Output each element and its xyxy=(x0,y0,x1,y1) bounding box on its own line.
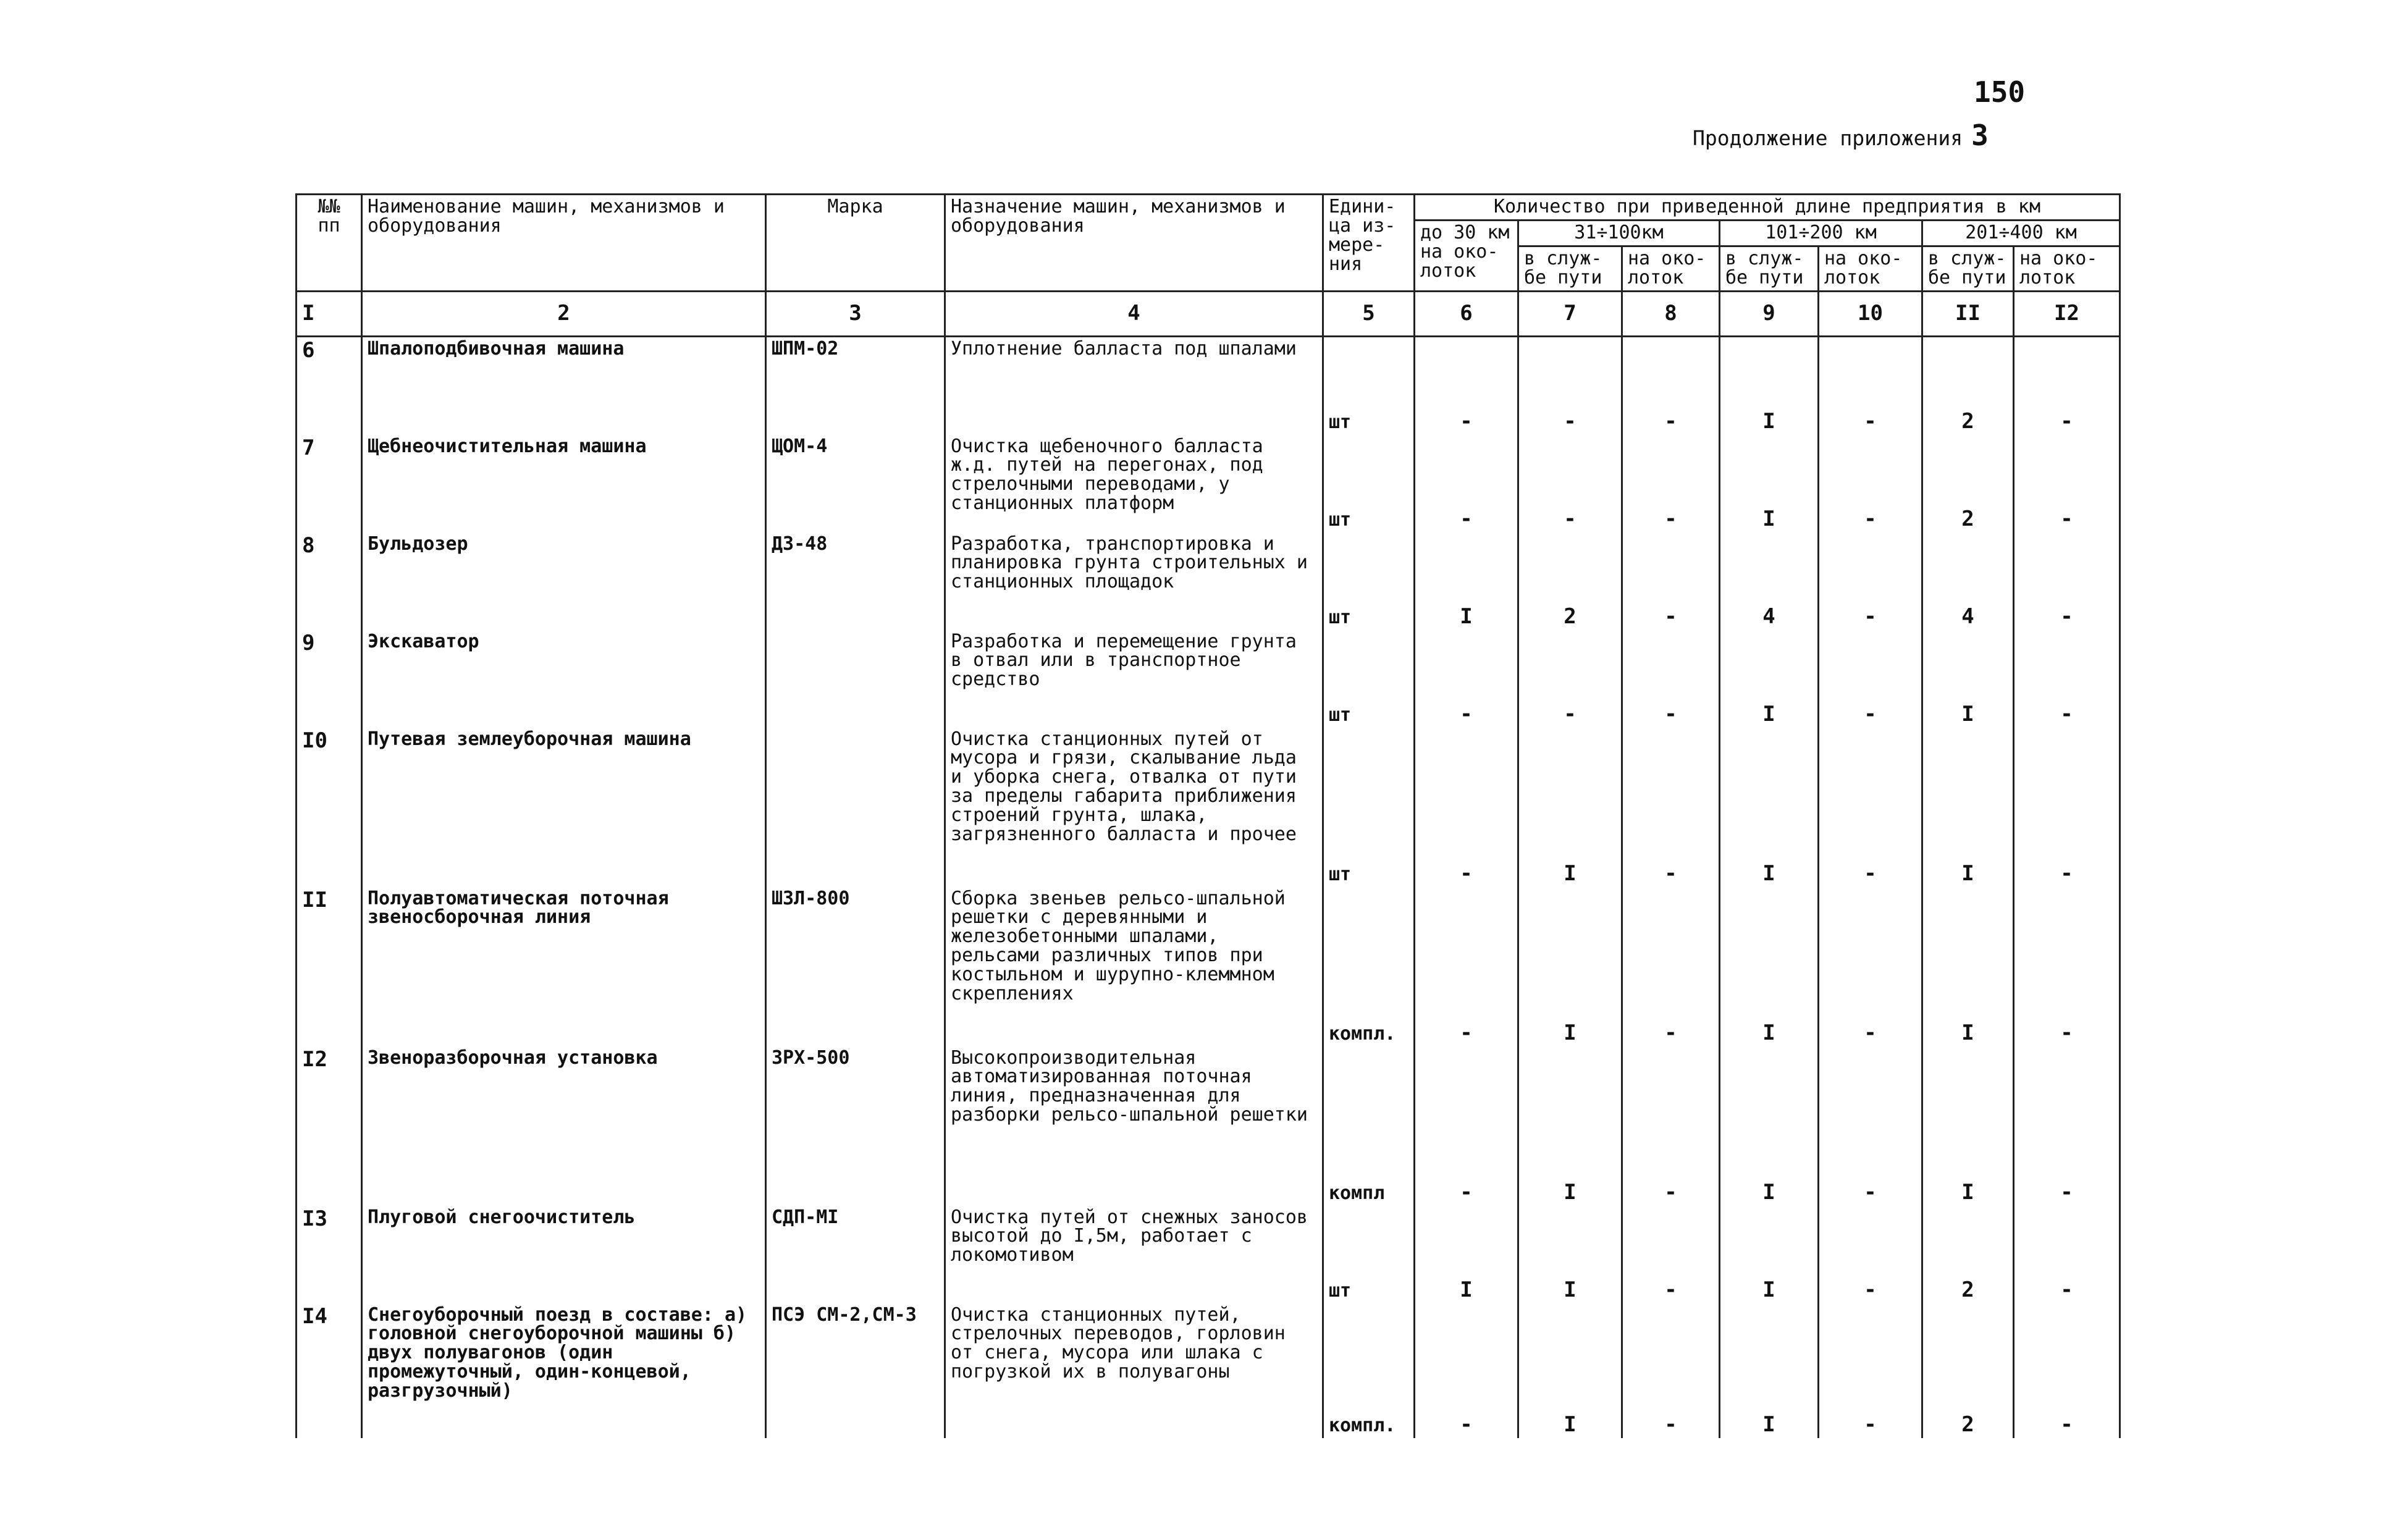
row-number: 9 xyxy=(297,630,362,728)
quantity-cell: - xyxy=(1622,630,1720,728)
row-number: I0 xyxy=(297,728,362,887)
table-row xyxy=(297,336,2120,435)
equipment-purpose: Очистка путей от снежных заносов высотой до I,5м, работает с локомотивом xyxy=(945,1206,1323,1303)
equipment-table xyxy=(295,193,2121,1438)
header-name: Наименование машин, механизмов и оборудования xyxy=(362,195,766,292)
col-number: 3 xyxy=(766,291,945,336)
equipment-purpose: Очистка щебеночного балласта ж.д. путей на перегонах, под стрелочными переводами, у станционных платформ xyxy=(945,435,1323,532)
equipment-mark xyxy=(766,630,945,728)
quantity-cell: - xyxy=(1622,435,1720,532)
quantity-cell: - xyxy=(2014,887,2120,1046)
col-number: 7 xyxy=(1518,291,1622,336)
equipment-name: Звеноразборочная установка xyxy=(362,1046,766,1206)
header-range-3-service: в служ-бе пути xyxy=(1720,246,1819,291)
col-number: 9 xyxy=(1720,291,1819,336)
header-range-4-okolotok: на око-лоток xyxy=(2014,246,2120,291)
quantity-cell: - xyxy=(1415,1046,1518,1206)
quantity-cell: - xyxy=(1622,1046,1720,1206)
row-number: I2 xyxy=(297,1046,362,1206)
equipment-name: Шпалоподбивочная машина xyxy=(362,336,766,435)
equipment-unit: компл. xyxy=(1323,887,1415,1046)
col-number: 10 xyxy=(1819,291,1922,336)
equipment-mark: ДЗ-48 xyxy=(766,532,945,630)
equipment-purpose: Разработка и перемещение грунта в отвал или в транспортное средство xyxy=(945,630,1323,728)
equipment-mark: ШПМ-02 xyxy=(766,336,945,435)
equipment-name: Экскаватор xyxy=(362,630,766,728)
table-row xyxy=(297,1046,2120,1206)
equipment-mark xyxy=(766,728,945,887)
equipment-unit: компл. xyxy=(1323,1303,1415,1438)
equipment-unit: компл xyxy=(1323,1046,1415,1206)
quantity-cell: - xyxy=(1819,336,1922,435)
equipment-name: Плуговой снегоочиститель xyxy=(362,1206,766,1303)
quantity-cell: I xyxy=(1518,1206,1622,1303)
col-number: 4 xyxy=(945,291,1323,336)
row-number: 7 xyxy=(297,435,362,532)
table-row xyxy=(297,728,2120,887)
row-number: I4 xyxy=(297,1303,362,1438)
col-number: 6 xyxy=(1415,291,1518,336)
quantity-cell: I xyxy=(1922,1046,2014,1206)
header-range-4: 201÷400 км xyxy=(1922,220,2120,246)
quantity-cell: I xyxy=(1720,1303,1819,1438)
equipment-purpose: Очистка станционных путей, стрелочных переводов, горловин от снега, мусора или шлака с погрузкой их в полувагоны xyxy=(945,1303,1323,1438)
table-row xyxy=(297,1206,2120,1303)
table-body xyxy=(297,336,2120,1438)
quantity-cell: - xyxy=(1622,887,1720,1046)
quantity-cell: - xyxy=(1518,630,1622,728)
header-purpose: Назначение машин, механизмов и оборудования xyxy=(945,195,1323,292)
equipment-purpose: Сборка звеньев рельсо-шпальной решетки с деревянными и железобетонными шпалами, рельсами различных типов при костыльном и шурупно-клеммном скреплениях xyxy=(945,887,1323,1046)
quantity-cell: - xyxy=(1518,435,1622,532)
quantity-cell: - xyxy=(1819,1206,1922,1303)
quantity-cell: 2 xyxy=(1518,532,1622,630)
quantity-cell: I xyxy=(1720,728,1819,887)
equipment-purpose: Высокопроизводительная автоматизированная поточная линия, предназначенная для разборки рельсо-шпальной решетки xyxy=(945,1046,1323,1206)
quantity-cell: - xyxy=(1622,532,1720,630)
quantity-cell: I xyxy=(1518,1046,1622,1206)
quantity-cell: - xyxy=(1415,435,1518,532)
header-range-1: до 30 км на око-лоток xyxy=(1415,220,1518,291)
quantity-cell: - xyxy=(1622,336,1720,435)
col-number: 5 xyxy=(1323,291,1415,336)
quantity-cell: - xyxy=(1622,728,1720,887)
col-number: 2 xyxy=(362,291,766,336)
equipment-unit: шт xyxy=(1323,532,1415,630)
equipment-unit: шт xyxy=(1323,728,1415,887)
quantity-cell: - xyxy=(1415,728,1518,887)
equipment-unit: шт xyxy=(1323,630,1415,728)
equipment-name: Полуавтоматическая поточная звеносборочная линия xyxy=(362,887,766,1046)
quantity-cell: - xyxy=(1819,435,1922,532)
row-number: I3 xyxy=(297,1206,362,1303)
header-quantity: Количество при приведенной длине предприятия в км xyxy=(1415,195,2120,221)
table-header xyxy=(297,195,2120,292)
quantity-cell: I xyxy=(1720,1046,1819,1206)
quantity-cell: I xyxy=(1518,728,1622,887)
table-row xyxy=(297,1303,2120,1438)
quantity-cell: - xyxy=(1518,336,1622,435)
quantity-cell: 2 xyxy=(1922,1303,2014,1438)
header-mark: Марка xyxy=(766,195,945,292)
quantity-cell: 2 xyxy=(1922,435,2014,532)
col-number: II xyxy=(1922,291,2014,336)
quantity-cell: - xyxy=(1622,1303,1720,1438)
quantity-cell: I xyxy=(1922,630,2014,728)
quantity-cell: - xyxy=(1819,728,1922,887)
quantity-cell: - xyxy=(1415,336,1518,435)
quantity-cell: I xyxy=(1415,532,1518,630)
quantity-cell: I xyxy=(1720,887,1819,1046)
quantity-cell: - xyxy=(2014,630,2120,728)
quantity-cell: - xyxy=(1819,532,1922,630)
continuation-text: Продолжение приложения xyxy=(1693,126,1963,150)
quantity-cell: I xyxy=(1922,728,2014,887)
equipment-mark: ПСЭ СМ-2,СМ-3 xyxy=(766,1303,945,1438)
header-range-2-service: в служ-бе пути xyxy=(1518,246,1622,291)
quantity-cell: - xyxy=(2014,336,2120,435)
equipment-purpose: Очистка станционных путей от мусора и грязи, скалывание льда и уборка снега, отвалка от пути за пределы габарита приближения строений грунта, шлака, загрязненного балласта и прочее xyxy=(945,728,1323,887)
table-row xyxy=(297,630,2120,728)
row-number: II xyxy=(297,887,362,1046)
equipment-purpose: Разработка, транспортировка и планировка грунта строительных и станционных площадок xyxy=(945,532,1323,630)
quantity-cell: I xyxy=(1720,1206,1819,1303)
quantity-cell: - xyxy=(2014,435,2120,532)
quantity-cell: I xyxy=(1518,887,1622,1046)
col-number: I2 xyxy=(2014,291,2120,336)
appendix-number: 3 xyxy=(1971,119,1989,152)
quantity-cell: 4 xyxy=(1720,532,1819,630)
header-range-4-service: в служ-бе пути xyxy=(1922,246,2014,291)
equipment-name: Снегоуборочный поезд в составе: а) головной снегоуборочной машины б) двух полувагонов (один промежуточный, один-концевой, разгрузочный) xyxy=(362,1303,766,1438)
quantity-cell: - xyxy=(1819,1046,1922,1206)
equipment-mark: ЗРХ-500 xyxy=(766,1046,945,1206)
continuation-heading xyxy=(1693,119,1989,152)
header-range-2: 31÷100км xyxy=(1518,220,1720,246)
equipment-mark: ЩОМ-4 xyxy=(766,435,945,532)
quantity-cell: I xyxy=(1922,887,2014,1046)
row-number: 8 xyxy=(297,532,362,630)
quantity-cell: - xyxy=(1819,1303,1922,1438)
equipment-unit: шт xyxy=(1323,435,1415,532)
quantity-cell: - xyxy=(2014,728,2120,887)
quantity-cell: 4 xyxy=(1922,532,2014,630)
equipment-mark: ШЗЛ-800 xyxy=(766,887,945,1046)
equipment-name: Щебнеочистительная машина xyxy=(362,435,766,532)
row-number: 6 xyxy=(297,336,362,435)
col-number: I xyxy=(297,291,362,336)
equipment-unit: шт xyxy=(1323,336,1415,435)
col-number: 8 xyxy=(1622,291,1720,336)
header-range-3-okolotok: на око-лоток xyxy=(1819,246,1922,291)
equipment-purpose: Уплотнение балласта под шпалами xyxy=(945,336,1323,435)
quantity-cell: - xyxy=(1415,630,1518,728)
quantity-cell: - xyxy=(1415,1303,1518,1438)
quantity-cell: - xyxy=(2014,1206,2120,1303)
quantity-cell: I xyxy=(1415,1206,1518,1303)
quantity-cell: 2 xyxy=(1922,336,2014,435)
equipment-mark: СДП-МI xyxy=(766,1206,945,1303)
quantity-cell: - xyxy=(1819,630,1922,728)
header-unit: Едини-ца из-мере-ния xyxy=(1323,195,1415,292)
quantity-cell: - xyxy=(1415,887,1518,1046)
column-numbers xyxy=(297,291,2120,336)
equipment-unit: шт xyxy=(1323,1206,1415,1303)
quantity-cell: 2 xyxy=(1922,1206,2014,1303)
page-number: 150 xyxy=(1974,75,2026,109)
quantity-cell: I xyxy=(1720,336,1819,435)
header-range-2-okolotok: на око-лоток xyxy=(1622,246,1720,291)
table-row xyxy=(297,532,2120,630)
header-no: №№ пп xyxy=(297,195,362,292)
quantity-cell: - xyxy=(2014,532,2120,630)
table-row xyxy=(297,887,2120,1046)
quantity-cell: - xyxy=(1819,887,1922,1046)
equipment-name: Бульдозер xyxy=(362,532,766,630)
quantity-cell: I xyxy=(1720,630,1819,728)
quantity-cell: I xyxy=(1518,1303,1622,1438)
table-row xyxy=(297,435,2120,532)
quantity-cell: - xyxy=(2014,1303,2120,1438)
quantity-cell: - xyxy=(1622,1206,1720,1303)
quantity-cell: - xyxy=(2014,1046,2120,1206)
quantity-cell: I xyxy=(1720,435,1819,532)
equipment-name: Путевая землеуборочная машина xyxy=(362,728,766,887)
header-range-3: 101÷200 км xyxy=(1720,220,1922,246)
